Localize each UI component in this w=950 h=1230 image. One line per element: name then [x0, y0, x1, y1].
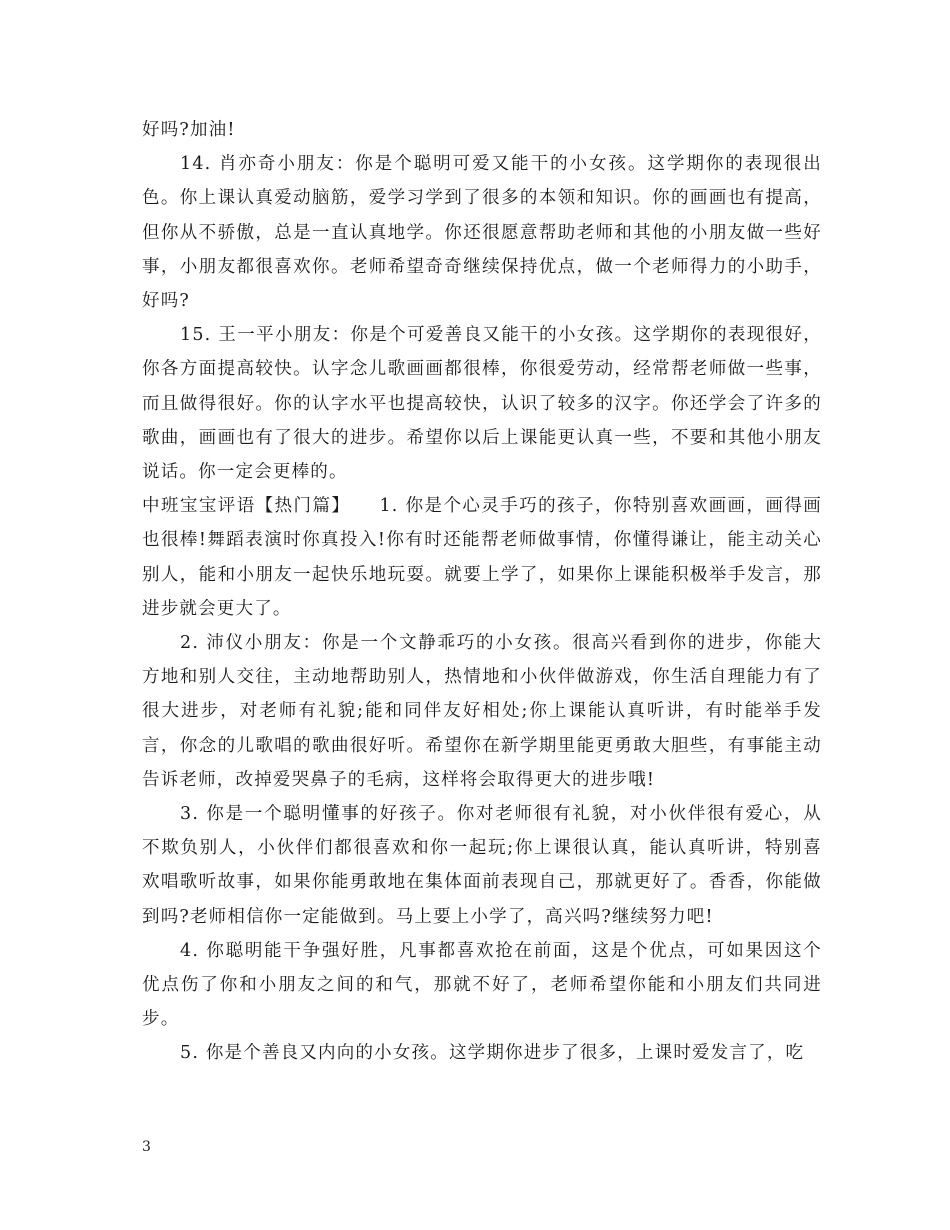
page-number: 3	[142, 1139, 151, 1155]
paragraph-comment-5: 5. 你是个善良又内向的小女孩。这学期你进步了很多，上课时爱发言了，吃	[180, 1043, 805, 1064]
document-body	[142, 113, 822, 1071]
paragraph-continuation: 好吗?加油!	[142, 120, 236, 140]
paragraph-comment-3: 3. 你是一个聪明懂事的好孩子。你对老师很有礼貌，对小伙伴很有爱心，从不欺负别人，小伙伴们都很喜欢和你一起玩;你上课很认真，能认真听讲，特别喜欢唱歌听故事，如果你能勇敢地在集体面前表现自己，那就更好了。香香，你能做到吗?老师相信你一定能做到。马上要上小学了，高兴吗?继续努力吧!	[142, 804, 822, 927]
paragraph-comment-15: 15. 王一平小朋友：你是个可爱善良又能干的小女孩。这学期你的表现很好，你各方面提高较快。认字念儿歌画画都很棒，你很爱劳动，经常帮老师做一些事，而且做得很好。你的认字水平也提高较快，认识了较多的汉字。你还学会了许多的歌曲，画画也有了很大的进步。希望你以后上课能更认真一些，不要和其他小朋友说话。你一定会更棒的。	[142, 325, 822, 483]
paragraph-section-heading-comment-1: 中班宝宝评语【热门篇】 1. 你是个心灵手巧的孩子，你特别喜欢画画，画得画也很棒!舞蹈表演时你真投入!你有时还能帮老师做事情，你懂得谦让，能主动关心别人，能和小朋友一起快乐地玩耍。就要上学了，如果你上课能积极举手发言，那进步就会更大了。	[142, 496, 822, 619]
paragraph-comment-2: 2. 沛仪小朋友：你是一个文静乖巧的小女孩。很高兴看到你的进步，你能大方地和别人交往，主动地帮助别人，热情地和小伙伴做游戏，你生活自理能力有了很大进步，对老师有礼貌;能和同伴友好相处;你上课能认真听讲，有时能举手发言，你念的儿歌唱的歌曲很好听。希望你在新学期里能更勇敢大胆些，有事能主动告诉老师，改掉爱哭鼻子的毛病，这样将会取得更大的进步哦!	[142, 633, 822, 790]
paragraph-comment-14: 14. 肖亦奇小朋友：你是个聪明可爱又能干的小女孩。这学期你的表现很出色。你上课认真爱动脑筋，爱学习学到了很多的本领和知识。你的画画也有提高，但你从不骄傲，总是一直认真地学。你还很愿意帮助老师和其他的小朋友做一些好事，小朋友都很喜欢你。老师希望奇奇继续保持优点，做一个老师得力的小助手，好吗?	[142, 154, 822, 312]
paragraph-comment-4: 4. 你聪明能干争强好胜，凡事都喜欢抢在前面，这是个优点，可如果因这个优点伤了你和小朋友之间的和气，那就不好了，老师希望你能和小朋友们共同进步。	[142, 940, 822, 1030]
